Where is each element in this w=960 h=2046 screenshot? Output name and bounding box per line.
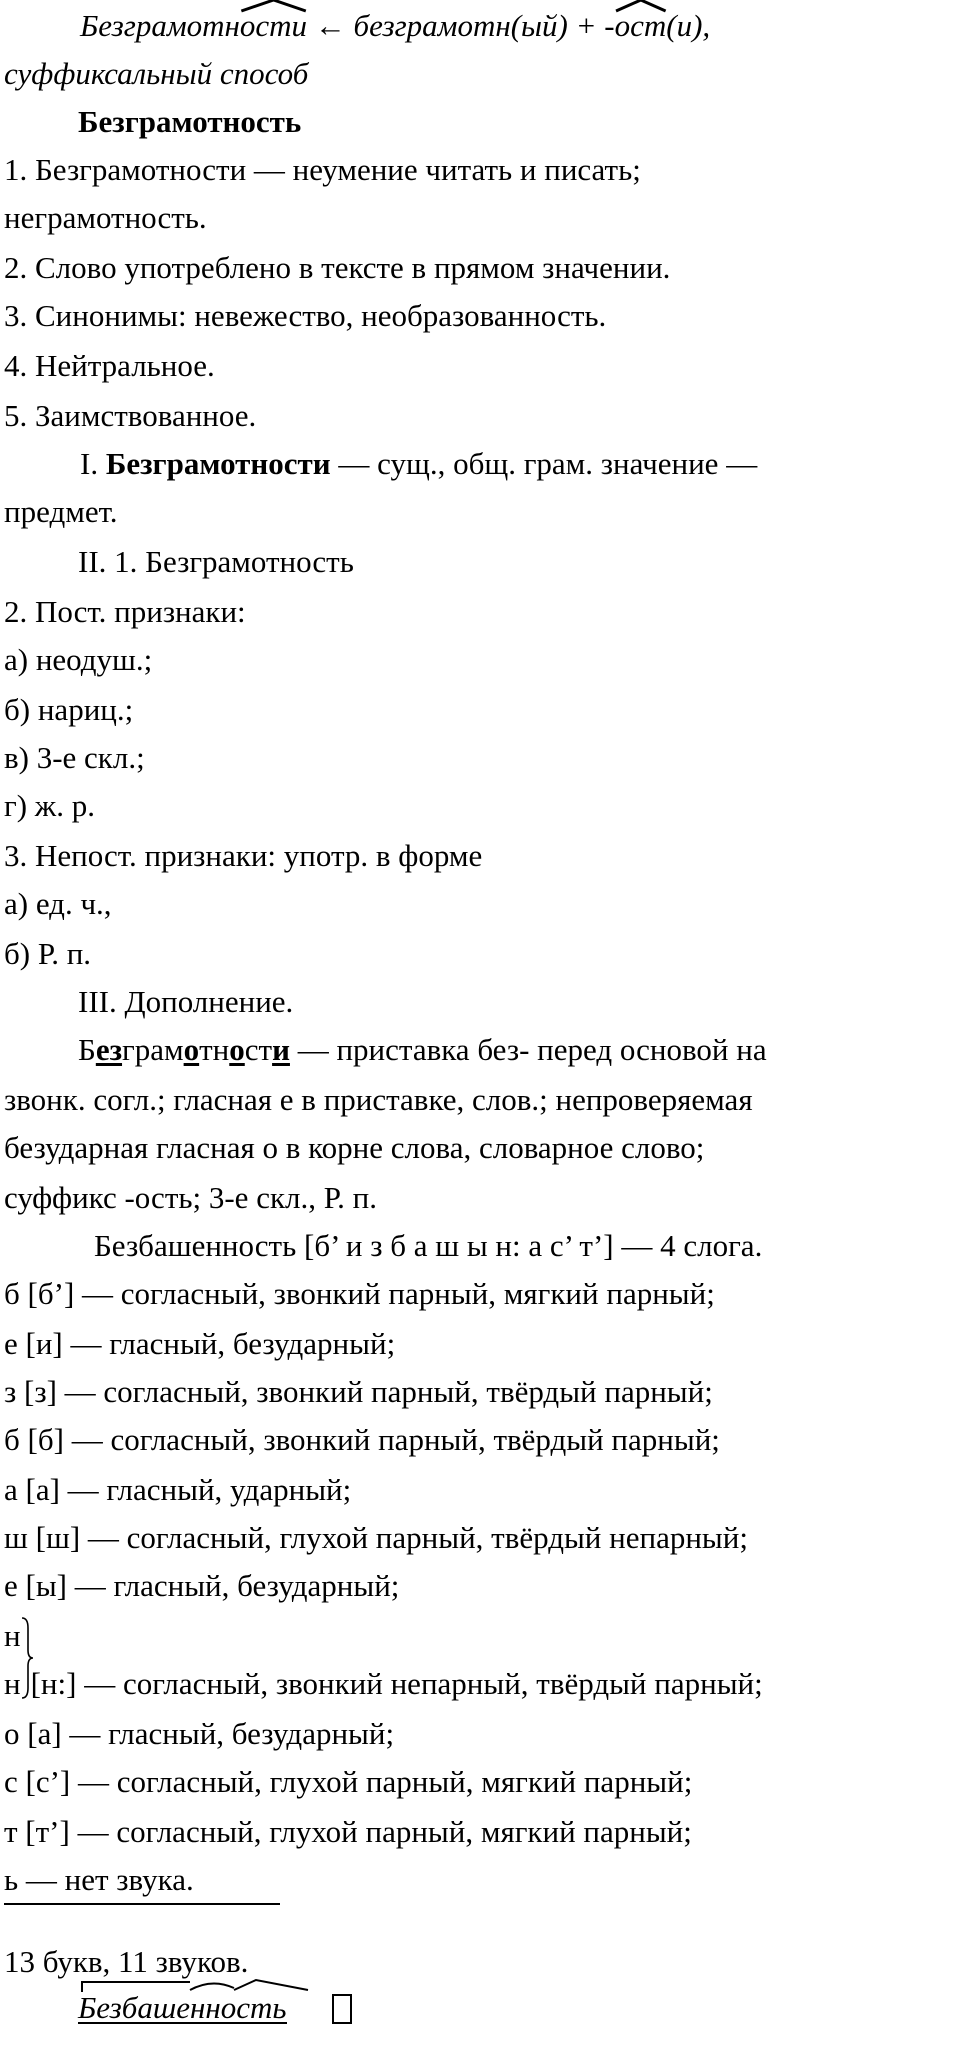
sound-line: е [ы] — гласный, безударный; (4, 1568, 400, 1603)
text-line: а) ед. ч., (4, 886, 112, 921)
sound-line: е [и] — гласный, безударный; (4, 1326, 396, 1361)
text-line: 3. Непост. признаки: употр. в форме (4, 838, 483, 873)
double-n-brace (19, 1616, 35, 1700)
formation-method: суффиксальный способ (4, 56, 309, 91)
text-line: 2. Слово употреблено в тексте в прямом значении. (4, 250, 671, 285)
text-line: 5. Заимствованное. (4, 398, 257, 433)
text-line: неграмотность. (4, 200, 207, 235)
text-line: 1. Безграмотности — неумение читать и писать; (4, 152, 641, 187)
text-line: звонк. согл.; гласная е в приставке, слов.; непроверяемая (4, 1082, 753, 1117)
sound-line: ш [ш] — согласный, глухой парный, твёрдый непарный; (4, 1520, 748, 1555)
spelling-line: Безграмотности — приставка без- перед основой на (78, 1032, 767, 1067)
section-heading: Безграмотность (78, 104, 302, 139)
text-line: безударная гласная о в корне слова, словарное слово; (4, 1130, 705, 1165)
morpheme-analysis-line: Безграмотн ости ← безграмотн(ый) + - ост(и), (80, 8, 710, 44)
morpheme-scheme (78, 1990, 287, 2026)
text-line: 2. Пост. признаки: (4, 594, 246, 629)
text-line: 4. Нейтральное. (4, 348, 215, 383)
text-line: б) нариц.; (4, 692, 134, 727)
sound-line: а [а] — гласный, ударный; (4, 1472, 352, 1507)
text-line: II. 1. Безграмотность (78, 544, 354, 579)
sound-line: н [н:] — согласный, звонкий непарный, твёрдый парный; (4, 1666, 763, 1701)
sound-line: ь — нет звука. (4, 1862, 194, 1897)
letter-sound-count: 13 букв, 11 звуков. (4, 1944, 249, 1979)
text-line: III. Дополнение. (78, 984, 294, 1019)
separator-line (4, 1903, 280, 1905)
sound-line: н (4, 1618, 21, 1653)
phonetic-transcription: Безбашенность [б’ и з б а ш ы н: а с’ т’] — 4 слога. (94, 1228, 763, 1263)
sound-line: т [т’] — согласный, глухой парный, мягкий парный; (4, 1814, 692, 1849)
text-line: предмет. (4, 494, 118, 529)
text-line: б) Р. п. (4, 936, 92, 971)
text-line: 3. Синонимы: невежество, необразованность. (4, 298, 607, 333)
sound-line: з [з] — согласный, звонкий парный, твёрдый парный; (4, 1374, 713, 1409)
morpheme-marks-icon (78, 1978, 328, 1994)
text-line: I. Безграмотности — сущ., общ. грам. значение — (80, 446, 758, 481)
ending-square-icon (332, 1994, 352, 2024)
text-line: суффикс -ость; 3-е скл., Р. п. (4, 1180, 377, 1215)
text-line: а) неодуш.; (4, 642, 153, 677)
suffix-arc-mark-2: ост (615, 8, 667, 44)
scheme-word: Безбашенность (78, 1990, 287, 2026)
sound-line: о [а] — гласный, безударный; (4, 1716, 395, 1751)
suffix-arc-mark: ости (240, 8, 307, 44)
sound-line: б [б] — согласный, звонкий парный, твёрдый парный; (4, 1422, 720, 1457)
sound-line: с [с’] — согласный, глухой парный, мягкий парный; (4, 1764, 693, 1799)
text-line: в) 3-е скл.; (4, 740, 145, 775)
sound-line: б [б’] — согласный, звонкий парный, мягкий парный; (4, 1276, 715, 1311)
text-line: г) ж. р. (4, 788, 95, 823)
